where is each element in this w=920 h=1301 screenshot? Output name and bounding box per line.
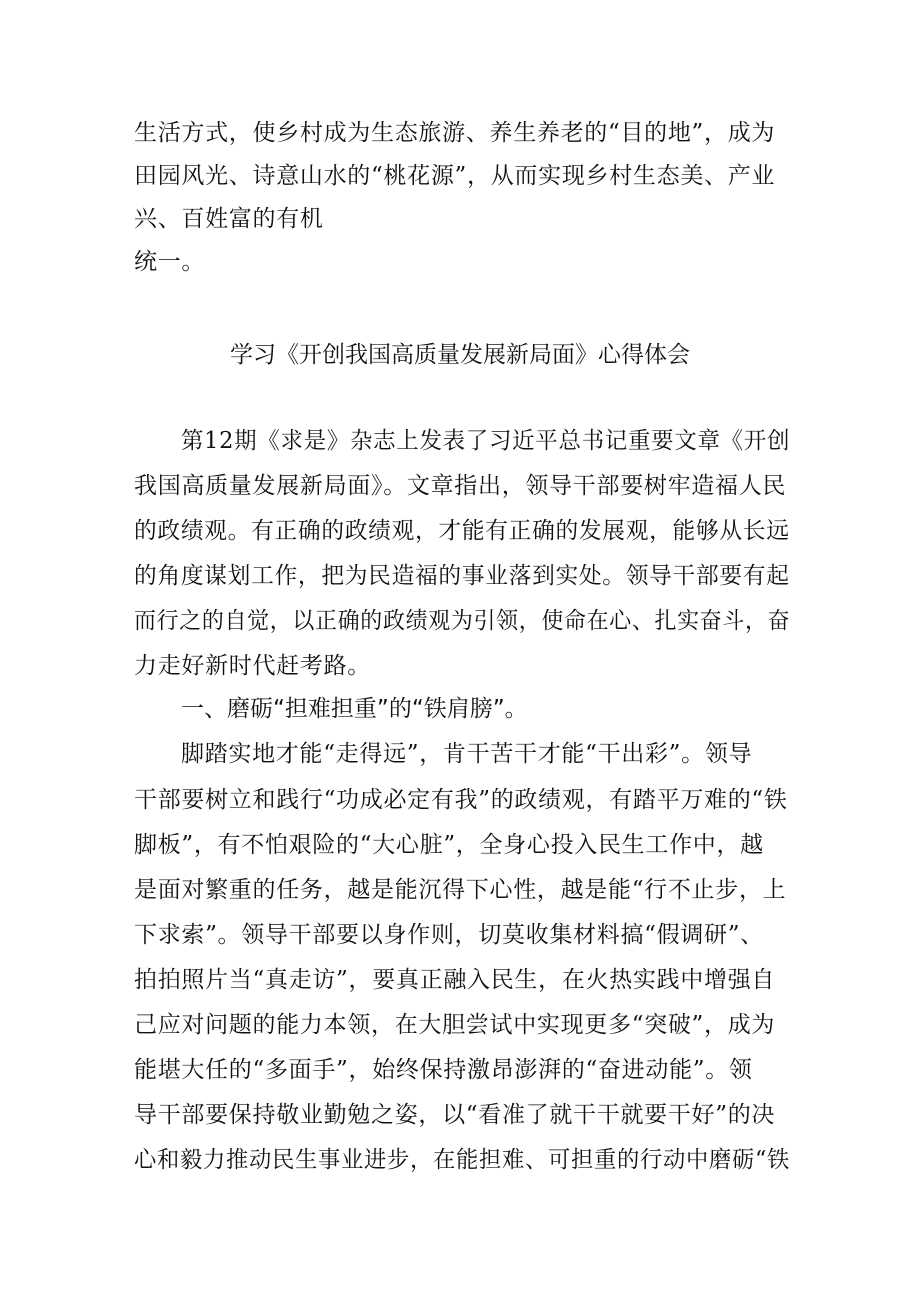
paragraph-line: 脚板”，有不怕艰险的“大心脏”，全身心投入民生工作中，越: [134, 832, 764, 858]
paragraph-line: 而行之的自觉，以正确的政绩观为引领，使命在心、扎实奋斗，奋: [134, 608, 791, 634]
intro-line: 兴、百姓富的有机: [134, 206, 324, 232]
paragraph-line: 第12期《求是》杂志上发表了习近平总书记重要文章《开创: [181, 428, 791, 454]
paragraph-line: 的政绩观。有正确的政绩观，才能有正确的发展观，能够从长远: [134, 518, 790, 544]
paragraph-line: 下求索”。领导干部要以身作则，切莫收集材料搞“假调研”、: [134, 922, 764, 948]
intro-line: 统一。: [134, 249, 206, 275]
intro-line: 田园风光、诗意山水的“桃花源”，从而实现乡村生态美、产业: [134, 163, 776, 189]
paragraph-line: 拍拍照片当“真走访”，要真正融入民生，在火热实践中增强自: [134, 967, 776, 993]
paragraph-line: 能堪大任的“多面手”，始终保持激昂澎湃的“奋进动能”。领: [134, 1057, 753, 1083]
intro-line: 生活方式，使乡村成为生态旅游、养生养老的“目的地”，成为: [134, 120, 776, 146]
paragraph-line: 是面对繁重的任务，越是能沉得下心性，越是能“行不止步，上: [134, 877, 787, 903]
article-title: 学习《开创我国高质量发展新局面》心得体会: [230, 342, 690, 368]
paragraph-line: 力走好新时代赶考路。: [134, 653, 371, 679]
paragraph-line: 干部要树立和践行“功成必定有我”的政绩观，有踏平万难的“铁: [134, 787, 788, 813]
paragraph-line: 心和毅力推动民生事业进步，在能担难、可担重的行动中磨砺“铁: [134, 1147, 791, 1173]
paragraph-line: 导干部要保持敬业勤勉之姿，以“看准了就干干就要干好”的决: [134, 1102, 776, 1128]
paragraph-line: 脚踏实地才能“走得远”，肯干苦干才能“干出彩”。领导: [181, 741, 753, 767]
section-heading: 一、磨砺“担难担重”的“铁肩膀”。: [181, 696, 528, 722]
paragraph-line: 的角度谋划工作，把为民造福的事业落到实处。领导干部要有起: [134, 563, 790, 589]
paragraph-line: 己应对问题的能力本领，在大胆尝试中实现更多“突破”，成为: [134, 1012, 776, 1038]
paragraph-line: 我国高质量发展新局面》。文章指出，领导干部要树牢造福人民: [134, 473, 787, 499]
